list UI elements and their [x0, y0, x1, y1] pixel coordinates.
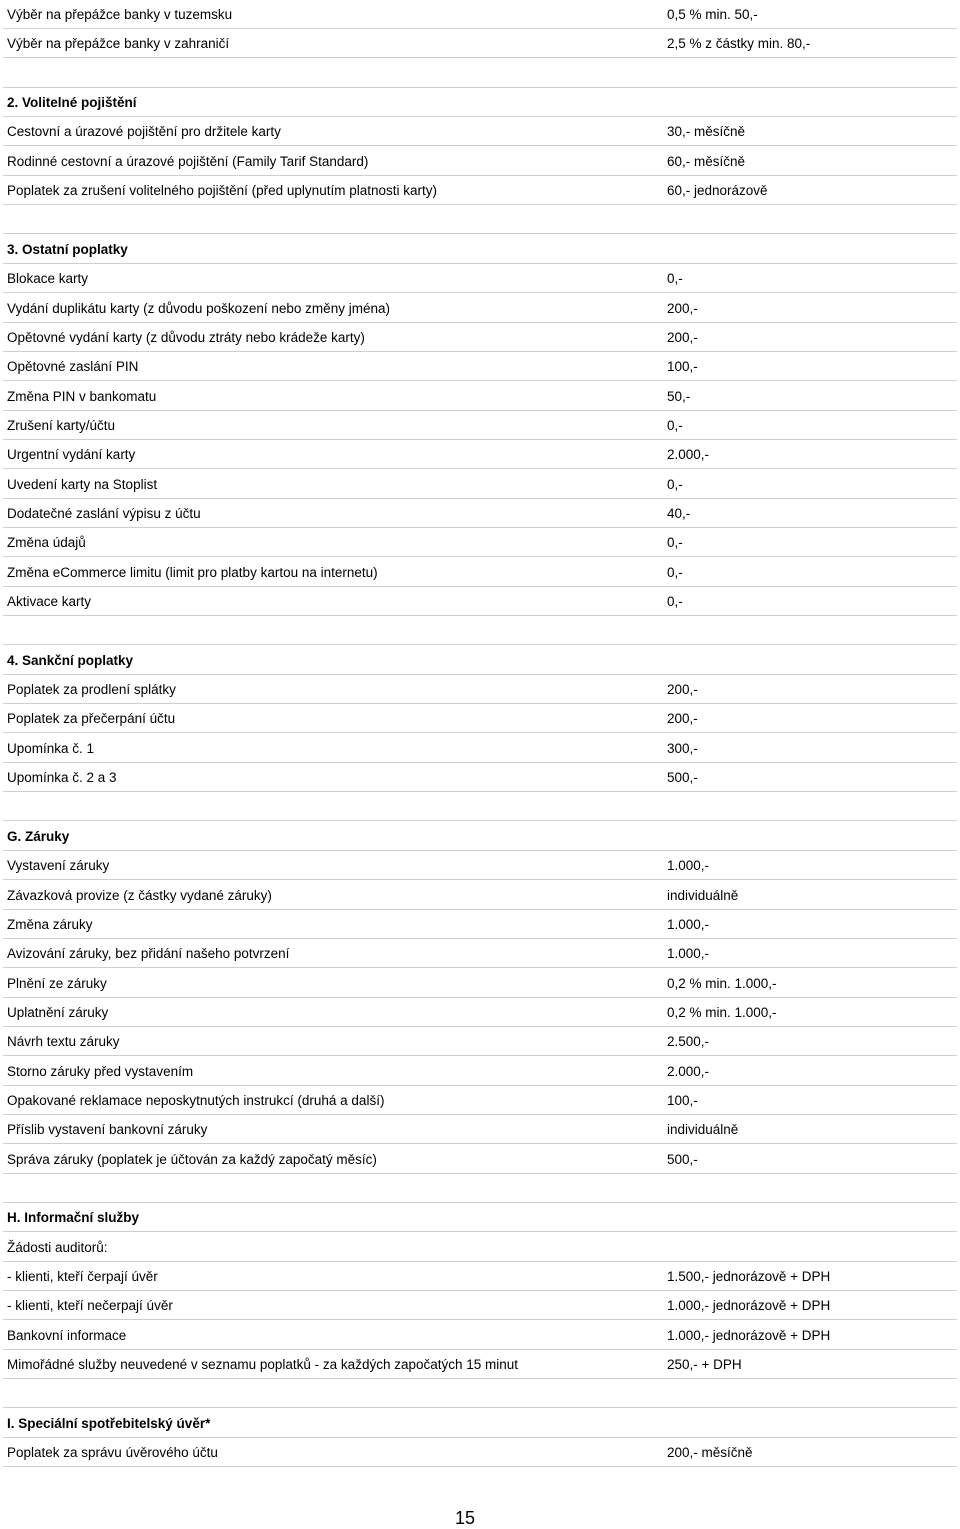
section-heading-row [3, 235, 957, 264]
row-value: 60,- jednorázově [667, 183, 768, 199]
table-row [3, 1027, 957, 1056]
table-row [3, 1233, 957, 1262]
row-label: Výběr na přepážce banky v zahraničí [7, 36, 230, 52]
row-label: Opětovné zaslání PIN [7, 359, 139, 375]
row-label: Vydání duplikátu karty (z důvodu poškození nebo změny jména) [7, 300, 390, 316]
row-value: 60,- měsíčně [667, 153, 746, 169]
row-label: Závazková provize (z částky vydané záruky) [7, 887, 272, 903]
row-label: - klienti, kteří čerpají úvěr [7, 1269, 158, 1285]
row-label: Změna údajů [7, 535, 86, 551]
spacer-row [3, 1174, 957, 1203]
row-label: Dodatečné zaslání výpisu z účtu [7, 505, 201, 521]
section-heading: H. Informační služby [7, 1210, 140, 1226]
table-row [3, 558, 957, 587]
table-row [3, 881, 957, 910]
row-label: Příslib vystavení bankovní záruky [7, 1122, 208, 1138]
table-row [3, 323, 957, 352]
table-row [3, 117, 957, 146]
row-label: Vystavení záruky [7, 858, 110, 874]
table-row [3, 763, 957, 792]
table-row [3, 147, 957, 176]
spacer-row [3, 616, 957, 645]
row-value: 200,- [667, 682, 698, 698]
section-heading: I. Speciální spotřebitelský úvěr* [7, 1415, 211, 1431]
row-label: Změna záruky [7, 916, 93, 932]
row-value: 200,- měsíčně [667, 1445, 753, 1461]
row-value: 2.000,- [667, 447, 710, 463]
table-row [3, 470, 957, 499]
row-value: 0,2 % min. 1.000,- [667, 975, 777, 991]
table-row [3, 440, 957, 469]
spacer-row [3, 1379, 957, 1408]
table-row [3, 587, 957, 616]
table-row [3, 352, 957, 381]
row-value: 1.000,- [667, 858, 710, 874]
table-row [3, 0, 957, 29]
row-label: Poplatek za prodlení splátky [7, 682, 176, 698]
row-label: Poplatek za přečerpání účtu [7, 711, 176, 727]
section-heading: 4. Sankční poplatky [7, 652, 134, 668]
row-value: 0,- [667, 476, 683, 492]
row-label: Změna eCommerce limitu (limit pro platby kartou na internetu) [7, 564, 378, 580]
table-row [3, 411, 957, 440]
table-row [3, 1291, 957, 1320]
page-number: 15 [454, 1508, 476, 1528]
row-value: 2,5 % z částky min. 80,- [667, 36, 811, 52]
row-value: 200,- [667, 711, 698, 727]
row-value: 0,- [667, 271, 683, 287]
row-label: Uplatnění záruky [7, 1004, 109, 1020]
row-value: 1.500,- jednorázově + DPH [667, 1269, 831, 1285]
table-row [3, 1262, 957, 1291]
row-label: Žádosti auditorů: [7, 1239, 108, 1255]
table-row [3, 264, 957, 293]
row-label: Cestovní a úrazové pojištění pro držitele karty [7, 124, 281, 140]
row-label: Bankovní informace [7, 1327, 127, 1343]
section-heading: 3. Ostatní poplatky [7, 241, 128, 257]
table-row [3, 1321, 957, 1350]
row-value: 200,- [667, 300, 698, 316]
section-heading: G. Záruky [7, 828, 70, 844]
section-heading-row [3, 646, 957, 675]
table-row [3, 499, 957, 528]
section-heading-row [3, 1409, 957, 1438]
row-label: Opakované reklamace neposkytnutých instrukcí (druhá a další) [7, 1092, 385, 1108]
row-label: Blokace karty [7, 271, 89, 287]
section-heading: 2. Volitelné pojištění [7, 95, 137, 111]
row-value: 0,5 % min. 50,- [667, 7, 758, 22]
table-row [3, 1438, 957, 1467]
row-value: 0,- [667, 417, 683, 433]
row-label: Mimořádné služby neuvedené v seznamu poplatků - za každých započatých 15 minut [7, 1357, 519, 1373]
row-label: Poplatek za správu úvěrového účtu [7, 1445, 218, 1461]
row-value: 50,- [667, 388, 691, 404]
table-row [3, 382, 957, 411]
row-value: 2.000,- [667, 1063, 710, 1079]
row-value: 0,- [667, 564, 683, 580]
table-row [3, 1145, 957, 1174]
section-heading-row [3, 1203, 957, 1232]
row-label: Zrušení karty/účtu [7, 417, 116, 433]
row-value: 0,- [667, 594, 683, 609]
table-row [3, 176, 957, 205]
row-value: individuálně [667, 887, 739, 903]
row-label: Storno záruky před vystavením [7, 1063, 194, 1079]
row-label: Změna PIN v bankomatu [7, 388, 157, 404]
row-label: Avizování záruky, bez přidání našeho potvrzení [7, 946, 290, 962]
row-value: 0,- [667, 535, 683, 551]
row-label: Poplatek za zrušení volitelného pojištění (před uplynutím platnosti karty) [7, 183, 437, 199]
row-label: Aktivace karty [7, 594, 92, 609]
spacer-row [3, 205, 957, 234]
row-value: 500,- [667, 1151, 698, 1167]
row-value: 2.500,- [667, 1034, 710, 1050]
table-row [3, 1057, 957, 1086]
table-row [3, 294, 957, 323]
row-label: - klienti, kteří nečerpají úvěr [7, 1298, 173, 1314]
table-row [3, 851, 957, 880]
row-label: Opětovné vydání karty (z důvodu ztráty nebo krádeže karty) [7, 329, 365, 345]
row-value: 250,- + DPH [667, 1357, 742, 1373]
row-value: 0,2 % min. 1.000,- [667, 1004, 777, 1020]
table-row [3, 675, 957, 704]
row-value: 100,- [667, 1092, 698, 1108]
row-value: 30,- měsíčně [667, 124, 746, 140]
row-value: individuálně [667, 1122, 739, 1138]
table-row [3, 1086, 957, 1115]
row-value: 1.000,- [667, 916, 710, 932]
row-value: 500,- [667, 770, 698, 786]
row-label: Výběr na přepážce banky v tuzemsku [7, 7, 233, 22]
table-row [3, 969, 957, 998]
row-label: Plnění ze záruky [7, 975, 107, 991]
table-row [3, 704, 957, 733]
table-row [3, 29, 957, 58]
row-value: 100,- [667, 359, 698, 375]
row-label: Návrh textu záruky [7, 1034, 120, 1050]
row-value: 40,- [667, 505, 691, 521]
section-heading-row [3, 88, 957, 117]
row-label: Upomínka č. 1 [7, 740, 95, 756]
table-row [3, 910, 957, 939]
row-value: 1.000,- jednorázově + DPH [667, 1298, 831, 1314]
row-label: Upomínka č. 2 a 3 [7, 770, 117, 786]
row-label: Urgentní vydání karty [7, 447, 136, 463]
row-label: Uvedení karty na Stoplist [7, 476, 158, 492]
table-row [3, 528, 957, 557]
row-value: 300,- [667, 740, 698, 756]
row-value: 1.000,- [667, 946, 710, 962]
table-row [3, 998, 957, 1027]
row-label: Správa záruky (poplatek je účtován za každý započatý měsíc) [7, 1151, 377, 1167]
table-row [3, 1115, 957, 1144]
row-value: 1.000,- jednorázově + DPH [667, 1327, 831, 1343]
table-row [3, 734, 957, 763]
table-row [3, 1350, 957, 1379]
table-row [3, 939, 957, 968]
section-heading-row [3, 822, 957, 851]
spacer-row [3, 792, 957, 821]
spacer-row [3, 59, 957, 88]
row-label: Rodinné cestovní a úrazové pojištění (Family Tarif Standard) [7, 153, 369, 169]
row-value: 200,- [667, 329, 698, 345]
